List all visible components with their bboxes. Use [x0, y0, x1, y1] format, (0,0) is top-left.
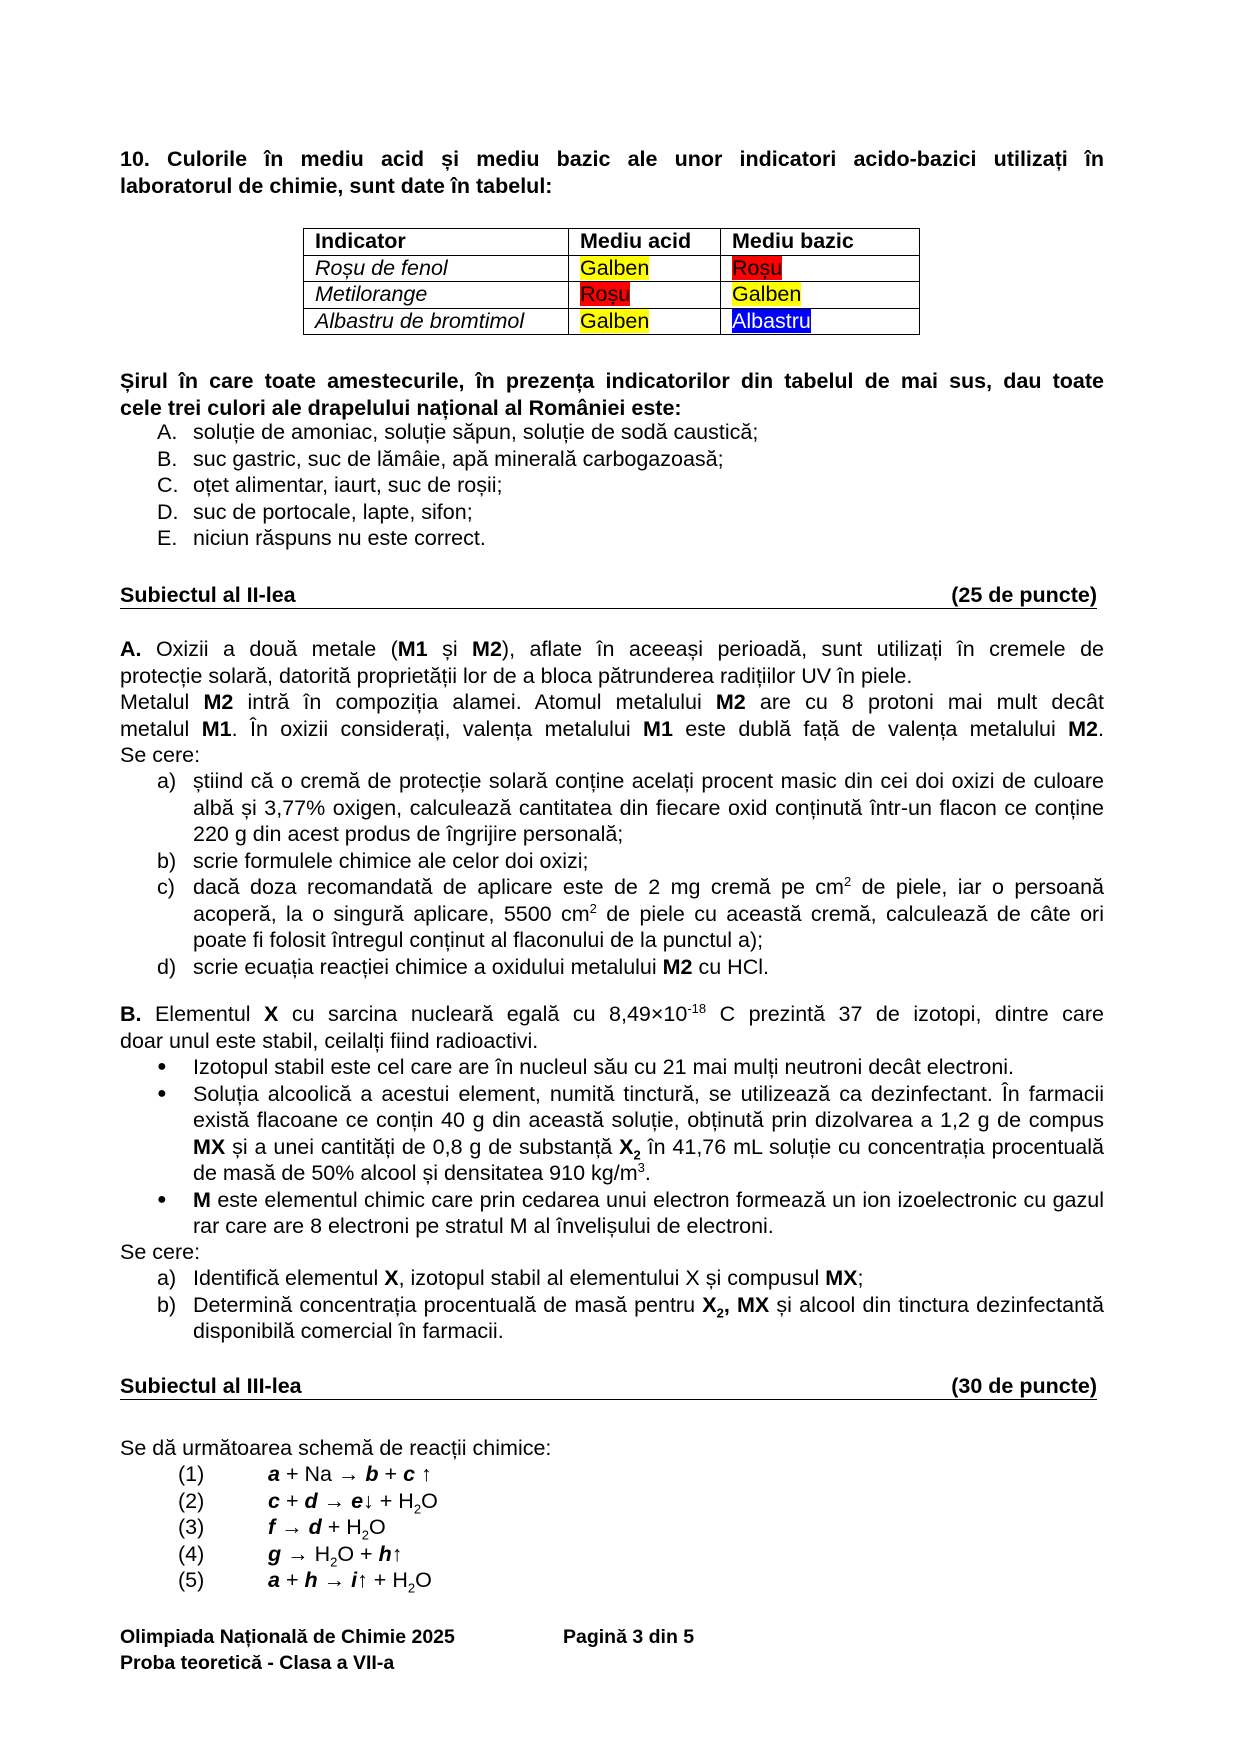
- subscript: 2: [633, 1146, 641, 1162]
- bullet-text: [193, 1187, 1104, 1240]
- color-highlight: Galben: [580, 308, 650, 333]
- section-3-title: Subiectul al III-lea: [120, 1374, 302, 1398]
- text: b: [365, 1462, 379, 1486]
- acid-color-cell: [569, 308, 721, 335]
- text: c: [268, 1488, 280, 1513]
- text: Oxizii a două metale (: [155, 637, 398, 661]
- bullet-text: [193, 1081, 1104, 1187]
- text: de piele cu această cremă, calculează de câte ori poate fi folosit întregul conținut al flaconului de la punctul a);: [193, 901, 1104, 952]
- table-header-cell: Mediu bazic: [721, 229, 920, 256]
- item-marker: d): [157, 954, 177, 979]
- part-b-intro: [120, 1001, 1104, 1054]
- reaction-equation: [268, 1514, 386, 1541]
- text: g: [268, 1541, 282, 1566]
- reaction-line: [178, 1567, 438, 1594]
- reaction-line: [178, 1514, 438, 1541]
- reaction-line: [178, 1488, 438, 1515]
- reaction-line: [178, 1461, 438, 1488]
- indicator-name: Metilorange: [304, 282, 569, 309]
- part-a-label: A.: [120, 637, 142, 661]
- indicator-name: Albastru de bromtimol: [304, 308, 569, 335]
- text: de piele, iar o persoană acoperă, la o singură aplicare, 5500 cm: [193, 875, 1104, 926]
- acid-color-cell: [569, 282, 721, 309]
- option-text: oțet alimentar, iaurt, suc de roșii;: [193, 473, 503, 497]
- text: X: [619, 1134, 634, 1159]
- section-3-points: (30 de puncte): [951, 1374, 1097, 1398]
- color-highlight: Roșu: [732, 255, 783, 280]
- question-10-text: [120, 146, 1104, 199]
- text: C prezintă 37 de izotopi, dintre care: [706, 1002, 1104, 1026]
- text: h: [304, 1568, 318, 1592]
- text: + H: [321, 1515, 362, 1539]
- text: M: [193, 1187, 211, 1212]
- text: d: [308, 1515, 322, 1539]
- part-a-items: [157, 768, 1104, 980]
- bullet-item: [157, 1081, 1104, 1187]
- answer-option: [157, 419, 758, 446]
- text: O +: [337, 1541, 379, 1566]
- text: Soluția alcoolică a acestui element, numită tinctură, se utilizează ca dezinfectant. În farmacii există flacoane ce conțin 40 g din această soluție, obținută prin dizolvarea a 1,2 g de compus: [193, 1081, 1104, 1132]
- list-item: [157, 1292, 1104, 1345]
- table-row: [304, 282, 920, 309]
- reaction-number: (1): [178, 1462, 205, 1486]
- superscript: 2: [843, 873, 852, 889]
- part-a-line-1: [120, 636, 1104, 663]
- part-a-line-4: [120, 716, 1104, 743]
- text: .: [1098, 716, 1104, 741]
- part-b-line-1: [120, 1001, 1104, 1028]
- footer-line-1: Olimpiada Națională de Chimie 2025: [120, 1626, 455, 1648]
- list-item: [157, 768, 1104, 848]
- footer: [120, 1624, 455, 1676]
- option-letter: D.: [157, 499, 179, 524]
- item-text: [193, 874, 1104, 954]
- footer-line-2: Proba teoretică - Clasa a VII-a: [120, 1652, 395, 1674]
- list-item: [157, 848, 1104, 875]
- table-row: [304, 255, 920, 282]
- question-10-stem: [120, 368, 1104, 421]
- text: [702, 1292, 770, 1320]
- reaction-line: [178, 1541, 438, 1568]
- answer-option: [157, 525, 758, 552]
- reaction-equation: [268, 1541, 402, 1568]
- text: Identifică elementul: [193, 1266, 385, 1290]
- section-2-title: Subiectul al II-lea: [120, 583, 296, 607]
- table-header-row: [304, 229, 920, 256]
- part-a-se-cere: Se cere:: [120, 743, 201, 767]
- text: intră în compoziția alamei. Atomul metalului: [233, 690, 716, 714]
- text: M2: [715, 690, 746, 714]
- text: c: [403, 1462, 416, 1486]
- text: metalul: [120, 716, 202, 741]
- bullet-item: [157, 1054, 1104, 1081]
- text: +: [279, 1488, 305, 1513]
- superscript: -18: [687, 1000, 707, 1016]
- table-header-cell: Mediu acid: [569, 229, 721, 256]
- text: i: [351, 1568, 358, 1592]
- text: M1: [201, 716, 232, 741]
- text: M2: [1068, 716, 1098, 741]
- part-b-line-2: doar unul este stabil, ceilalți fiind radioactivi.: [120, 1028, 539, 1053]
- list-item: [157, 874, 1104, 954]
- part-b-se-cere: Se cere:: [120, 1240, 201, 1264]
- page-number: Pagină 3 din 5: [563, 1626, 695, 1648]
- stem-line-2: cele trei culori ale drapelului național al României este:: [120, 395, 682, 420]
- color-highlight: Galben: [732, 282, 802, 307]
- text: M2: [662, 954, 693, 979]
- item-marker: b): [157, 1292, 177, 1317]
- item-text: [193, 954, 1104, 981]
- text: → H: [281, 1541, 331, 1566]
- item-marker: c): [157, 875, 175, 899]
- superscript: 3: [637, 1159, 645, 1175]
- text: , izotopul stabil al elementului X și compusul: [398, 1266, 826, 1290]
- reaction-number: (2): [178, 1488, 205, 1513]
- part-b-label: B.: [120, 1002, 142, 1026]
- text: ;: [857, 1266, 864, 1290]
- text: Determină concentrația procentuală de masă pentru: [193, 1292, 703, 1317]
- text: scrie ecuația reacției chimice a oxidului metalului: [193, 954, 663, 979]
- item-text: [193, 1265, 1104, 1292]
- text: f: [268, 1515, 276, 1539]
- part-a-line-3: [120, 689, 1104, 716]
- option-text: soluție de amoniac, soluție săpun, soluție de sodă caustică;: [193, 420, 759, 444]
- text: ↑: [415, 1462, 432, 1486]
- answer-option: [157, 446, 758, 473]
- superscript: 2: [589, 900, 597, 916]
- text: d: [304, 1488, 318, 1513]
- text: e: [351, 1488, 364, 1513]
- reaction-number: (5): [178, 1568, 205, 1592]
- item-marker: a): [157, 769, 177, 793]
- text: +: [378, 1462, 404, 1486]
- text: X: [264, 1002, 279, 1026]
- text: +: [279, 1568, 305, 1592]
- text: M1: [397, 637, 428, 661]
- text: cu sarcina nucleară egală cu 8,49×10: [278, 1002, 688, 1026]
- bullet-item: [157, 1187, 1104, 1240]
- question-10-line-2: laboratorul de chimie, sunt date în tabelul:: [120, 173, 553, 198]
- indicator-table: [303, 228, 920, 335]
- answer-option: [157, 499, 758, 526]
- list-item: [157, 954, 1104, 981]
- part-a-intro: [120, 636, 1104, 769]
- text: în 41,76 mL soluție cu concentrația procentuală de masă de 50% alcool și densitatea 910 kg/m: [193, 1134, 1104, 1185]
- text: dacă doza recomandată de aplicare este de 2 mg cremă pe cm: [193, 875, 844, 899]
- base-color-cell: [721, 282, 920, 309]
- option-letter: B.: [157, 446, 178, 471]
- item-marker: a): [157, 1266, 177, 1290]
- text: [619, 1134, 641, 1162]
- text: ↑ + H: [357, 1568, 408, 1592]
- option-text: niciun răspuns nu este correct.: [193, 526, 486, 550]
- text: . În oxizii considerați, valența metalului: [231, 716, 644, 741]
- text: MX: [193, 1134, 226, 1159]
- text: O: [421, 1488, 438, 1513]
- bullet-icon: ●: [157, 1190, 167, 1208]
- answer-option: [157, 472, 758, 499]
- reaction-number: (4): [178, 1541, 205, 1566]
- option-text: suc gastric, suc de lămâie, apă minerală carbogazoasă;: [193, 446, 724, 471]
- text: ↑: [391, 1541, 403, 1566]
- reaction-equation: [268, 1461, 432, 1488]
- acid-color-cell: [569, 255, 721, 282]
- item-text: scrie formulele chimice ale celor doi oxizi;: [193, 848, 589, 873]
- subscript: 2: [413, 1500, 422, 1516]
- item-text: [193, 1292, 1104, 1345]
- section-3-intro: Se dă următoarea schemă de reacții chimice:: [120, 1436, 552, 1460]
- text: a: [268, 1568, 280, 1592]
- indicator-name: Roșu de fenol: [304, 255, 569, 282]
- subscript: 2: [330, 1553, 338, 1569]
- text: O: [369, 1515, 386, 1539]
- bullet-icon: ●: [157, 1084, 167, 1102]
- reaction-equation: [268, 1567, 432, 1594]
- text: MX: [825, 1266, 858, 1290]
- reaction-number: (3): [178, 1515, 205, 1539]
- text: are cu 8 protoni mai mult decât: [745, 690, 1104, 714]
- text: Elementul: [141, 1002, 265, 1026]
- question-10-line-1: 10. Culorile în mediu acid și mediu bazic ale unor indicatori acido-bazici utilizați în: [120, 147, 1104, 171]
- list-item: [157, 1265, 1104, 1292]
- option-letter: E.: [157, 526, 178, 550]
- subscript: 2: [407, 1580, 416, 1596]
- subscript: 2: [716, 1304, 724, 1320]
- part-a-line-2: protecție solară, datorită proprietății lor de a bloca pătrunderea radițiilor UV în piele.: [120, 663, 913, 688]
- color-highlight: Roșu: [580, 282, 631, 307]
- text: ,: [723, 1292, 730, 1317]
- bullet-text: Izotopul stabil este cel care are în nucleul său cu 21 mai mulți neutroni decât electroni.: [193, 1055, 1015, 1079]
- text: MX: [729, 1292, 770, 1317]
- section-3-heading: [120, 1373, 1097, 1400]
- item-text: știind că o cremă de protecție solară conține acelați procent masic din cei doi oxizi de culoare albă și 3,77% oxigen, calculează cantitatea din fiecare oxid conținută într-un flacon ce conține 220 g din acest produs de îngrijire personală;: [193, 769, 1104, 846]
- option-text: suc de portocale, lapte, sifon;: [193, 499, 473, 524]
- item-marker: b): [157, 848, 177, 873]
- reaction-scheme: [178, 1461, 438, 1594]
- text: a: [268, 1462, 280, 1486]
- text: este elementul chimic care prin cedarea unui electron formează un ion izoelectronic cu gazul rar care are 8 electroni pe stratul M al învelișului de electroni.: [193, 1187, 1104, 1238]
- text: M2: [472, 637, 502, 661]
- option-letter: A.: [157, 420, 178, 444]
- text: O: [415, 1568, 432, 1592]
- subscript: 2: [361, 1527, 370, 1543]
- text: + Na →: [279, 1462, 366, 1486]
- text: ↓ + H: [363, 1488, 414, 1513]
- text: ), aflate în aceeași perioadă, sunt utilizați în cremele de: [501, 637, 1104, 661]
- section-2-heading: [120, 582, 1097, 609]
- text: X: [702, 1292, 717, 1317]
- text: și alcool din tinctura dezinfectantă disponibilă comercial în farmacii.: [193, 1292, 1104, 1343]
- text: M2: [203, 690, 234, 714]
- text: →: [275, 1515, 309, 1539]
- color-highlight: Galben: [580, 255, 650, 280]
- part-b-bullets: [157, 1054, 1104, 1240]
- stem-line-1: Șirul în care toate amestecurile, în prezența indicatorilor din tabelul de mai sus, dau toate: [120, 369, 1104, 393]
- text: și: [427, 637, 473, 661]
- table-row: [304, 308, 920, 335]
- text: h: [378, 1541, 392, 1566]
- section-2-points: (25 de puncte): [951, 583, 1097, 607]
- color-highlight: Albastru: [732, 308, 811, 333]
- table-header-cell: Indicator: [304, 229, 569, 256]
- text: este dublă față de valența metalului: [672, 716, 1069, 741]
- option-letter: C.: [157, 473, 179, 497]
- reaction-equation: [268, 1488, 438, 1515]
- answer-options: [157, 419, 758, 552]
- text: cu HCl.: [692, 954, 769, 979]
- text: Metalul: [120, 690, 204, 714]
- text: M1: [643, 716, 673, 741]
- text: și a unei cantități de 0,8 g de substanță: [225, 1134, 620, 1159]
- bullet-icon: ●: [157, 1058, 167, 1075]
- text: .: [644, 1161, 651, 1185]
- text: X: [384, 1266, 399, 1290]
- base-color-cell: [721, 308, 920, 335]
- part-b-items: [157, 1265, 1104, 1345]
- text: →: [317, 1568, 352, 1592]
- text: →: [317, 1488, 352, 1513]
- base-color-cell: [721, 255, 920, 282]
